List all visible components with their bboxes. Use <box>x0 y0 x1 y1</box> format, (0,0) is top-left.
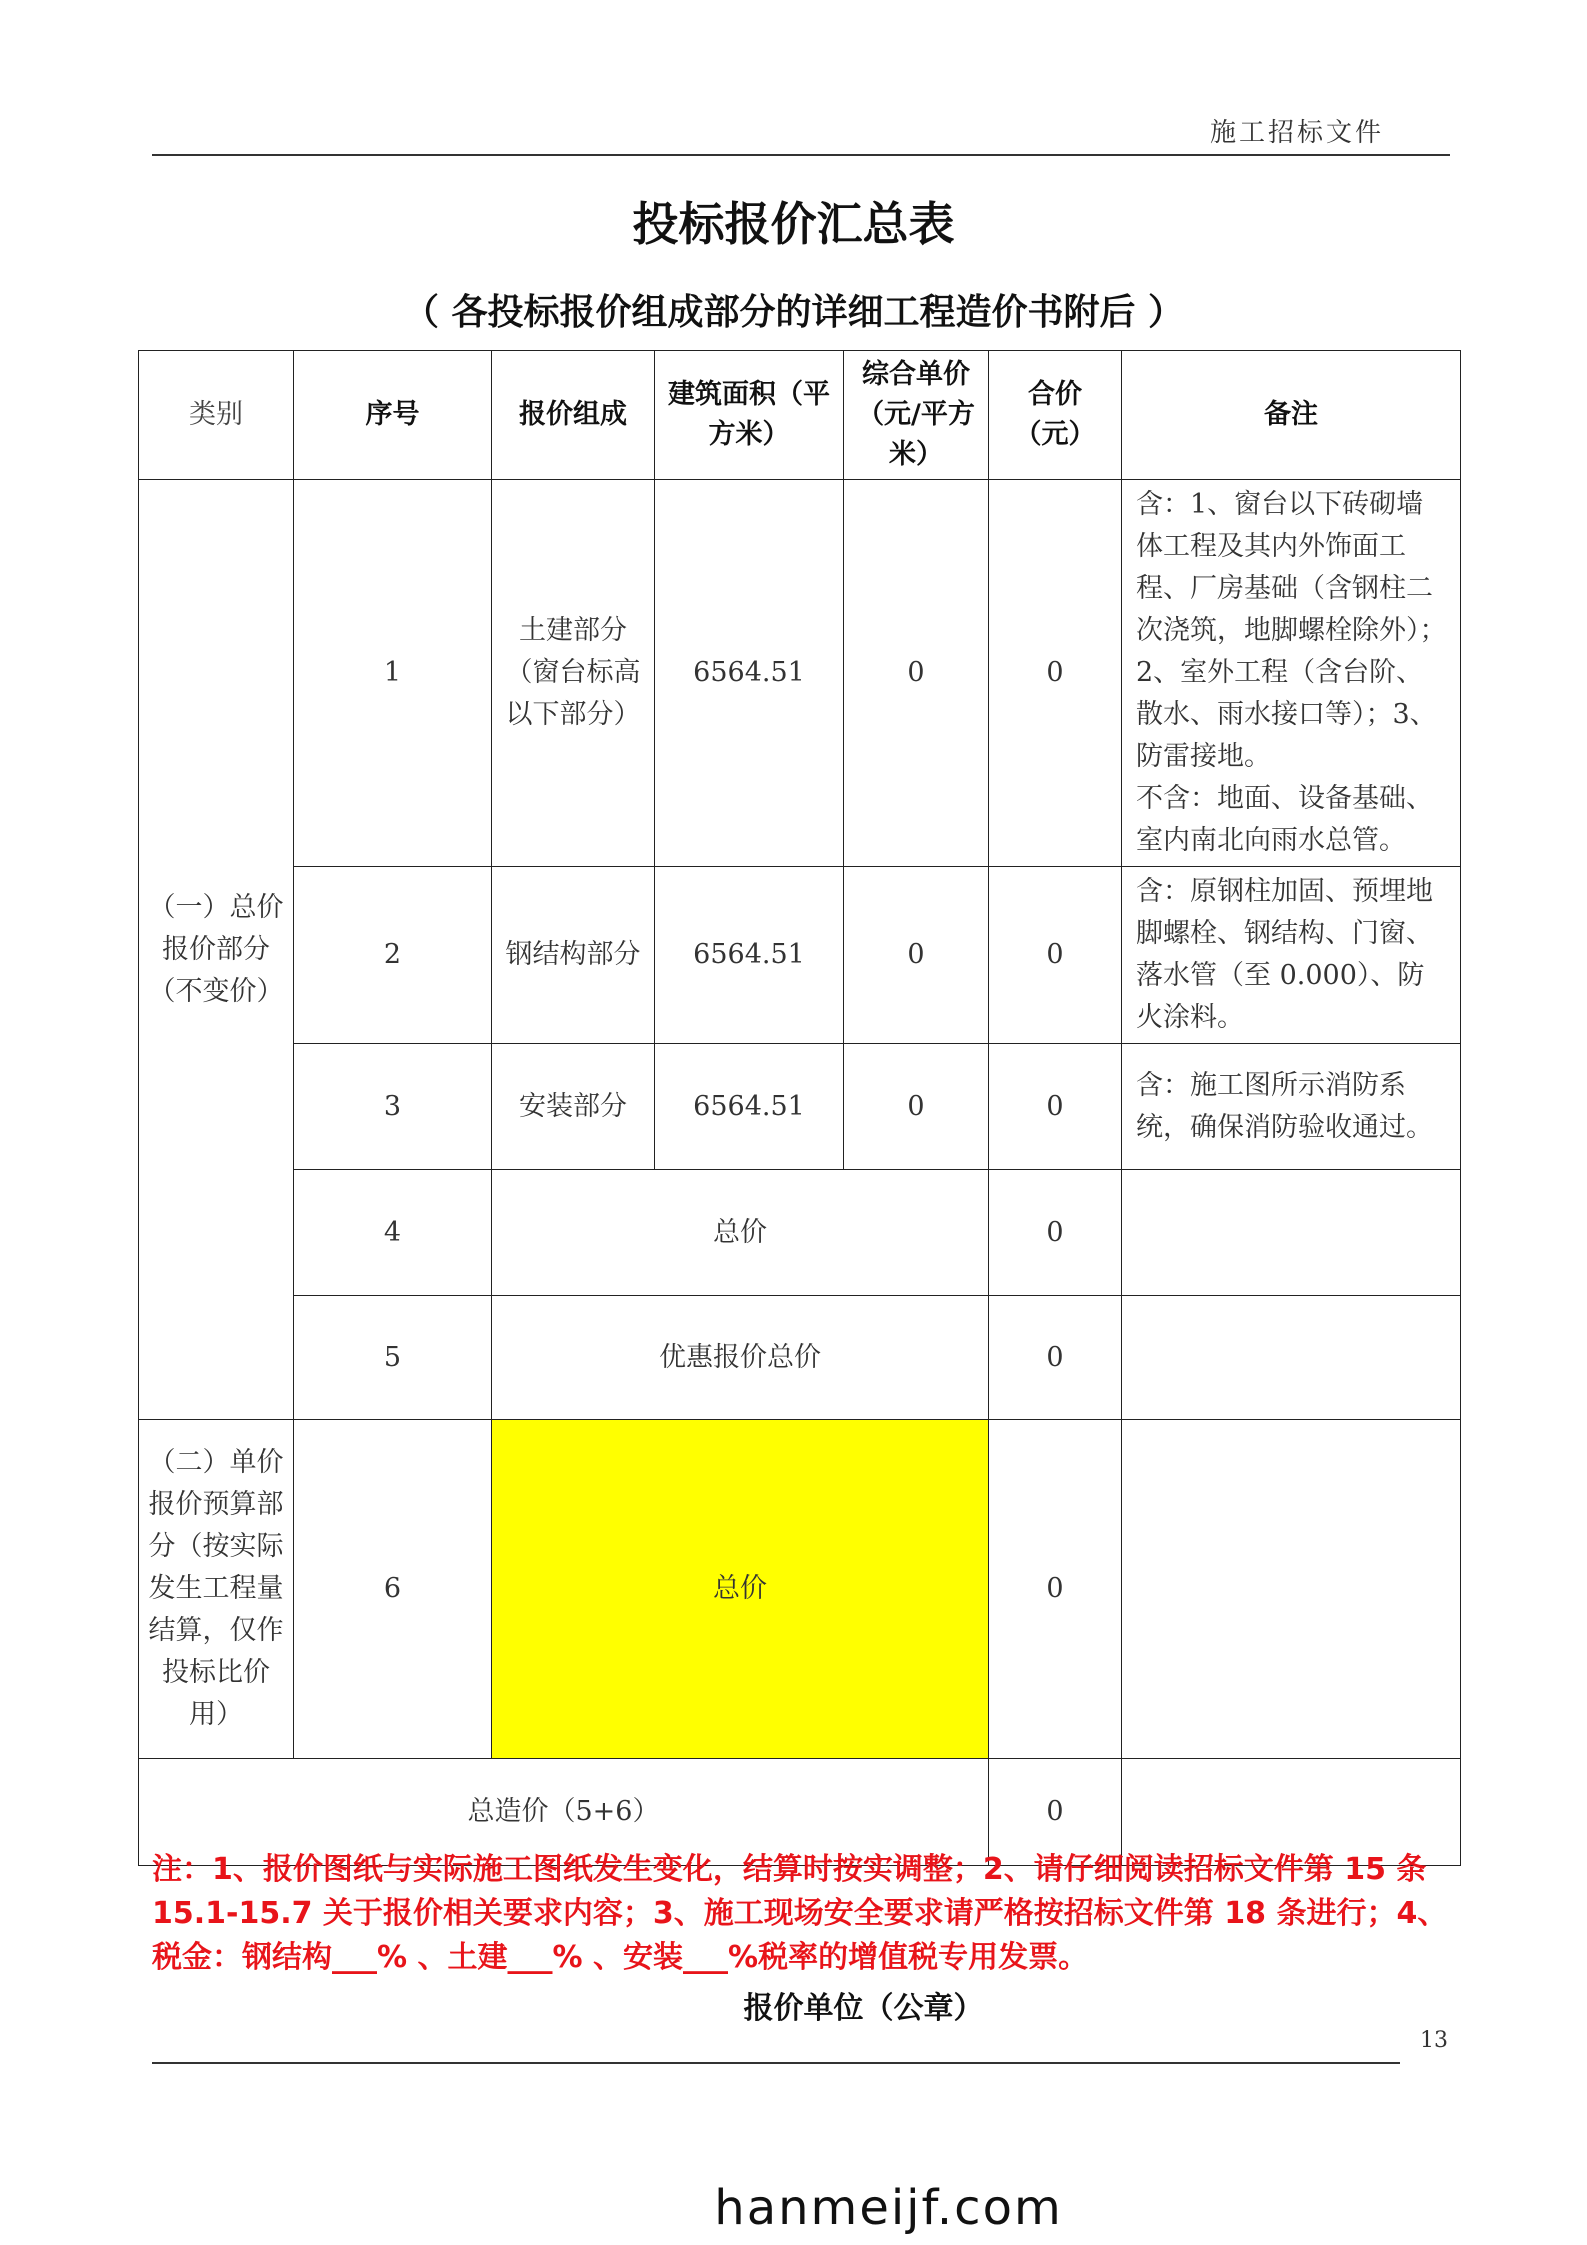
row-total: 0 <box>989 1044 1122 1170</box>
grand-total-label: 总造价（5+6） <box>139 1759 989 1866</box>
row-no: 3 <box>294 1044 492 1170</box>
grand-total-value: 0 <box>989 1759 1122 1866</box>
row-area: 6564.51 <box>655 1044 844 1170</box>
header-remark: 备注 <box>1122 351 1461 480</box>
row-remark <box>1122 480 1461 867</box>
header-area: 建筑面积（平方米） <box>655 351 844 480</box>
header-category: 类别 <box>139 351 294 480</box>
row-unit-total-label: 总价 <box>492 1420 989 1759</box>
page-subtitle: （ 各投标报价组成部分的详细工程造价书附后 ） <box>402 292 1185 333</box>
row-remark <box>1122 1420 1461 1759</box>
bid-notes: 注：1、报价图纸与实际施工图纸发生变化，结算时按实调整；2、请仔细阅读招标文件第 15 条 15.1-15.7 关于报价相关要求内容；3、施工现场安全要求请严格按招标文件第 18 条进行；4、税金：钢结构___% 、土建___% 、安装___%税率的增值税专用发票。 <box>152 1852 1448 1975</box>
row-no: 6 <box>294 1420 492 1759</box>
row-no: 5 <box>294 1296 492 1420</box>
bidder-seal-label: 报价单位（公章） <box>743 1991 984 2026</box>
row-total: 0 <box>989 1170 1122 1296</box>
header-unit-price: 综合单价（元/平方米） <box>844 351 989 480</box>
remark-excludes: 不含：地面、设备基础、室内南北向雨水总管。 <box>1136 783 1433 856</box>
bid-summary-table <box>138 350 1461 1866</box>
table-row <box>139 1420 1461 1759</box>
row-composition: 钢结构部分 <box>492 867 655 1044</box>
table-row <box>139 1044 1461 1170</box>
header-rule <box>152 154 1450 156</box>
row-remark <box>1122 1296 1461 1420</box>
row-unit-price: 0 <box>844 1044 989 1170</box>
table-row <box>139 1296 1461 1420</box>
table-row <box>139 1170 1461 1296</box>
page-number: 13 <box>1420 2028 1448 2053</box>
row-total: 0 <box>989 1420 1122 1759</box>
row-unit-price: 0 <box>844 867 989 1044</box>
row-no: 2 <box>294 867 492 1044</box>
row-total: 0 <box>989 480 1122 867</box>
row-area: 6564.51 <box>655 867 844 1044</box>
row-remark <box>1122 1170 1461 1296</box>
row-remark: 含：施工图所示消防系统，确保消防验收通过。 <box>1122 1044 1461 1170</box>
row-discount-price-label: 优惠报价总价 <box>492 1296 989 1420</box>
header-total: 合价（元） <box>989 351 1122 480</box>
table-row <box>139 480 1461 867</box>
row-total: 0 <box>989 1296 1122 1420</box>
row-remark: 含：原钢柱加固、预埋地脚螺栓、钢结构、门窗、落水管（至 0.000）、防火涂料。 <box>1122 867 1461 1044</box>
row-composition: 土建部分（窗台标高以下部分） <box>492 480 655 867</box>
footer-rule <box>152 2062 1400 2064</box>
table-header-row <box>139 351 1461 480</box>
row-total-price-label: 总价 <box>492 1170 989 1296</box>
header-no: 序号 <box>294 351 492 480</box>
category-unit-price: （二）单价报价预算部分（按实际发生工程量结算，仅作投标比价用） <box>139 1420 294 1759</box>
row-composition: 安装部分 <box>492 1044 655 1170</box>
row-total: 0 <box>989 867 1122 1044</box>
category-fixed-price: （一）总价报价部分（不变价） <box>139 480 294 1420</box>
row-no: 4 <box>294 1170 492 1296</box>
document-header-label: 施工招标文件 <box>1210 118 1385 148</box>
remark-includes: 含：1、窗台以下砖砌墙体工程及其内外饰面工程、厂房基础（含钢柱二次浇筑，地脚螺栓除外）；2、室外工程（含台阶、散水、雨水接口等）；3、防雷接地。 <box>1136 489 1447 772</box>
row-no: 1 <box>294 480 492 867</box>
page-title: 投标报价汇总表 <box>632 197 955 251</box>
header-composition: 报价组成 <box>492 351 655 480</box>
row-area: 6564.51 <box>655 480 844 867</box>
table-row <box>139 867 1461 1044</box>
row-unit-price: 0 <box>844 480 989 867</box>
site-watermark: hanmeijf.com <box>714 2180 1063 2236</box>
